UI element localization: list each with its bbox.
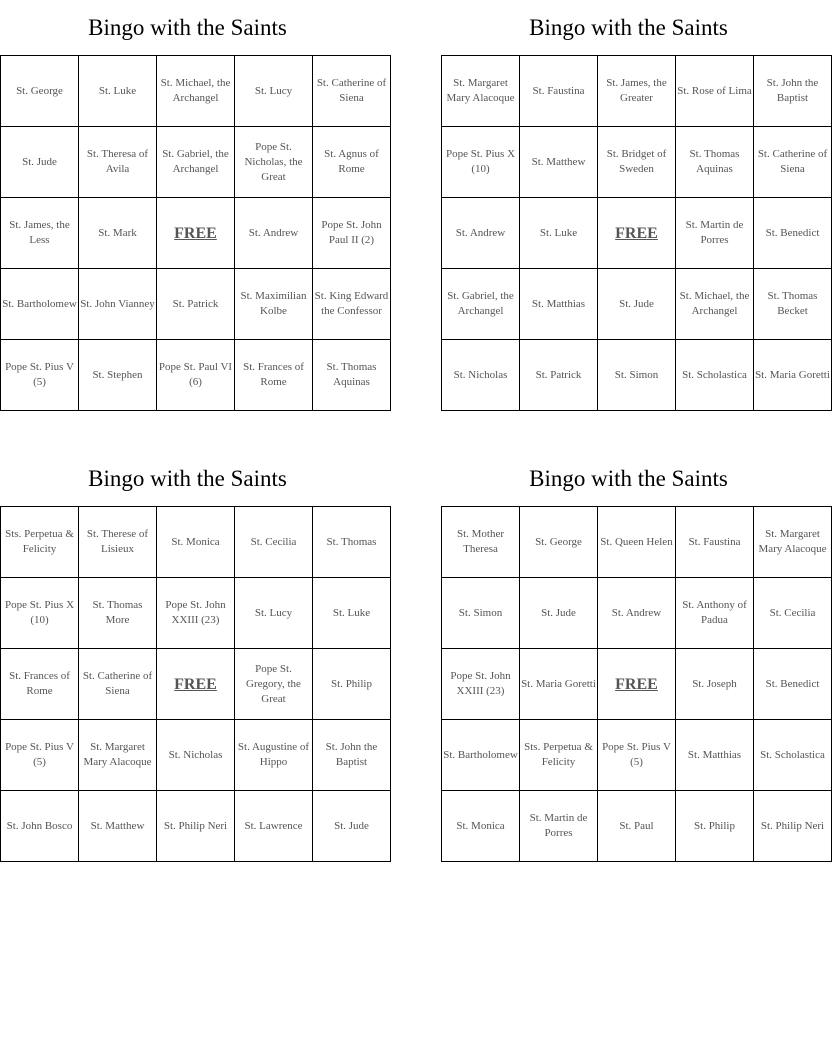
grid-row xyxy=(442,720,832,791)
grid-cell: St. Catherine of Siena xyxy=(79,649,157,720)
grid-row xyxy=(442,649,832,720)
free-space: FREE xyxy=(157,649,235,720)
grid-cell: St. Cecilia xyxy=(235,507,313,578)
grid-row xyxy=(1,649,391,720)
grid-cell: Pope St. Nicholas, the Great xyxy=(235,127,313,198)
grid-cell: Pope St. Pius V (5) xyxy=(1,720,79,791)
grid-cell: St. Luke xyxy=(79,56,157,127)
grid-cell: St. Rose of Lima xyxy=(676,56,754,127)
grid-row xyxy=(442,198,832,269)
grid-cell: St. Philip xyxy=(313,649,391,720)
grid-cell: St. Philip xyxy=(676,791,754,862)
grid-cell: St. Benedict xyxy=(754,198,832,269)
grid-row xyxy=(442,507,832,578)
grid-row xyxy=(442,269,832,340)
grid-cell: St. Matthew xyxy=(520,127,598,198)
grid-cell: Pope St. Gregory, the Great xyxy=(235,649,313,720)
grid-cell: St. Stephen xyxy=(79,340,157,411)
grid-cell: St. Nicholas xyxy=(442,340,520,411)
grid-cell: St. Philip Neri xyxy=(157,791,235,862)
card-title: Bingo with the Saints xyxy=(88,15,287,40)
grid-cell: St. Martin de Porres xyxy=(676,198,754,269)
grid-cell: Pope St. Pius V (5) xyxy=(598,720,676,791)
grid-cell: St. John the Baptist xyxy=(754,56,832,127)
grid-cell: St. Margaret Mary Alacoque xyxy=(79,720,157,791)
grid-cell: St. Lucy xyxy=(235,578,313,649)
grid-cell: St. Queen Helen xyxy=(598,507,676,578)
grid-cell: St. Monica xyxy=(442,791,520,862)
grid-row xyxy=(1,198,391,269)
grid-cell: St. Andrew xyxy=(442,198,520,269)
grid-cell: St. Monica xyxy=(157,507,235,578)
grid-cell: St. George xyxy=(1,56,79,127)
grid-cell: Pope St. John Paul II (2) xyxy=(313,198,391,269)
grid-cell: St. Benedict xyxy=(754,649,832,720)
grid-cell: St. Lawrence xyxy=(235,791,313,862)
grid-cell: St. Therese of Lisieux xyxy=(79,507,157,578)
grid-cell: St. Martin de Porres xyxy=(520,791,598,862)
grid-cell: St. Lucy xyxy=(235,56,313,127)
grid-cell: St. Faustina xyxy=(520,56,598,127)
grid-row xyxy=(1,269,391,340)
grid-cell: St. Jude xyxy=(520,578,598,649)
grid-cell: St. Thomas Aquinas xyxy=(313,340,391,411)
grid-cell: St. Matthew xyxy=(79,791,157,862)
bingo-card-2 xyxy=(441,0,830,411)
grid-cell: St. Bartholomew xyxy=(1,269,79,340)
grid-cell: St. Maria Goretti xyxy=(520,649,598,720)
grid-cell: St. James, the Greater xyxy=(598,56,676,127)
free-space: FREE xyxy=(157,198,235,269)
grid-row xyxy=(1,578,391,649)
grid-cell: St. Simon xyxy=(598,340,676,411)
grid-row xyxy=(442,340,832,411)
bingo-grid xyxy=(441,506,832,862)
grid-cell: St. Margaret Mary Alacoque xyxy=(754,507,832,578)
grid-row xyxy=(1,791,391,862)
grid-cell: St. Theresa of Avila xyxy=(79,127,157,198)
grid-cell: Pope St. Pius X (10) xyxy=(1,578,79,649)
grid-cell: St. John Vianney xyxy=(79,269,157,340)
grid-row xyxy=(1,720,391,791)
bingo-card-1 xyxy=(0,0,389,411)
grid-cell: Pope St. John XXIII (23) xyxy=(157,578,235,649)
grid-cell: St. Matthias xyxy=(520,269,598,340)
grid-cell: St. Paul xyxy=(598,791,676,862)
grid-cell: St. Maria Goretti xyxy=(754,340,832,411)
free-space: FREE xyxy=(598,198,676,269)
grid-cell: St. Gabriel, the Archangel xyxy=(442,269,520,340)
bingo-grid xyxy=(0,55,391,411)
grid-row xyxy=(442,791,832,862)
grid-cell: St. Anthony of Padua xyxy=(676,578,754,649)
free-space: FREE xyxy=(598,649,676,720)
grid-cell: St. Joseph xyxy=(676,649,754,720)
grid-cell: St. Matthias xyxy=(676,720,754,791)
card-title: Bingo with the Saints xyxy=(88,466,287,491)
grid-cell: St. James, the Less xyxy=(1,198,79,269)
grid-cell: St. Bartholomew xyxy=(442,720,520,791)
grid-cell: St. Andrew xyxy=(598,578,676,649)
card-title: Bingo with the Saints xyxy=(529,15,728,40)
grid-cell: St. Thomas Aquinas xyxy=(676,127,754,198)
grid-cell: Pope St. Pius V (5) xyxy=(1,340,79,411)
grid-cell: St. John the Baptist xyxy=(313,720,391,791)
grid-row xyxy=(442,127,832,198)
grid-cell: St. Bridget of Sweden xyxy=(598,127,676,198)
grid-cell: Pope St. Pius X (10) xyxy=(442,127,520,198)
grid-cell: St. Jude xyxy=(313,791,391,862)
grid-cell: St. Gabriel, the Archangel xyxy=(157,127,235,198)
bingo-card-3 xyxy=(0,451,378,862)
grid-row xyxy=(1,127,391,198)
grid-cell: St. Faustina xyxy=(676,507,754,578)
grid-cell: St. Michael, the Archangel xyxy=(676,269,754,340)
grid-row xyxy=(442,56,832,127)
grid-cell: Pope St. Paul VI (6) xyxy=(157,340,235,411)
grid-cell: St. Catherine of Siena xyxy=(754,127,832,198)
grid-cell: St. Luke xyxy=(520,198,598,269)
bingo-card-4 xyxy=(441,451,827,862)
grid-cell: St. George xyxy=(520,507,598,578)
grid-cell: St. Frances of Rome xyxy=(1,649,79,720)
grid-cell: St. Mother Theresa xyxy=(442,507,520,578)
grid-cell: St. King Edward the Confessor xyxy=(313,269,391,340)
grid-row xyxy=(1,507,391,578)
card-title: Bingo with the Saints xyxy=(529,466,728,491)
grid-cell: St. Maximilian Kolbe xyxy=(235,269,313,340)
grid-cell: St. Luke xyxy=(313,578,391,649)
grid-cell: St. John Bosco xyxy=(1,791,79,862)
grid-cell: St. Simon xyxy=(442,578,520,649)
bingo-grid xyxy=(441,55,832,411)
grid-cell: St. Agnus of Rome xyxy=(313,127,391,198)
grid-cell: St. Margaret Mary Alacoque xyxy=(442,56,520,127)
grid-cell: St. Thomas Becket xyxy=(754,269,832,340)
grid-cell: St. Jude xyxy=(1,127,79,198)
grid-cell: St. Nicholas xyxy=(157,720,235,791)
grid-row xyxy=(442,578,832,649)
grid-cell: St. Scholastica xyxy=(676,340,754,411)
grid-cell: St. Scholastica xyxy=(754,720,832,791)
bingo-grid xyxy=(0,506,391,862)
grid-cell: St. Patrick xyxy=(520,340,598,411)
grid-cell: St. Mark xyxy=(79,198,157,269)
grid-cell: St. Patrick xyxy=(157,269,235,340)
grid-cell: St. Frances of Rome xyxy=(235,340,313,411)
grid-cell: St. Philip Neri xyxy=(754,791,832,862)
grid-cell: Pope St. John XXIII (23) xyxy=(442,649,520,720)
grid-row xyxy=(1,340,391,411)
grid-cell: Sts. Perpetua & Felicity xyxy=(520,720,598,791)
grid-cell: St. Jude xyxy=(598,269,676,340)
grid-cell: St. Michael, the Archangel xyxy=(157,56,235,127)
grid-cell: St. Thomas xyxy=(313,507,391,578)
grid-cell: St. Catherine of Siena xyxy=(313,56,391,127)
grid-row xyxy=(1,56,391,127)
grid-cell: St. Augustine of Hippo xyxy=(235,720,313,791)
grid-cell: St. Thomas More xyxy=(79,578,157,649)
grid-cell: St. Andrew xyxy=(235,198,313,269)
grid-cell: Sts. Perpetua & Felicity xyxy=(1,507,79,578)
grid-cell: St. Cecilia xyxy=(754,578,832,649)
